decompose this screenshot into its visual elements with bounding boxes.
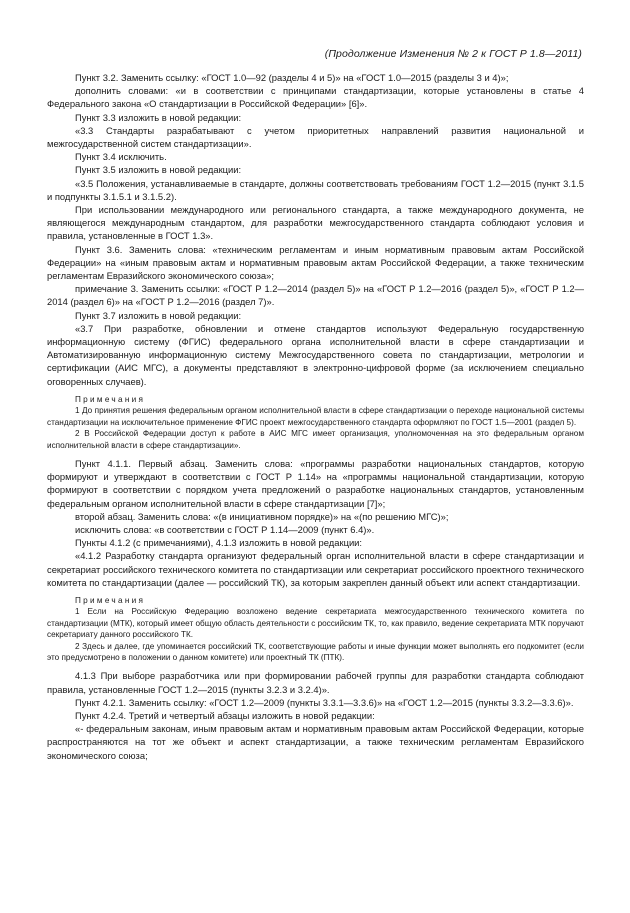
paragraph: второй абзац. Заменить слова: «(в инициативном порядке)» на «(по решению МГС)»;	[75, 510, 449, 522]
paragraph: При использовании международного или регионального стандарта, а также международного документа, не являющегося международным стандартом, для разработки межгосударственного стандарта соблюдают условия и правила, установленные в ГОСТ 1.3».	[47, 204, 584, 242]
paragraph: Пункт 3.2. Заменить ссылку: «ГОСТ 1.0—92 (разделы 4 и 5)» на «ГОСТ 1.0—2015 (разделы 3 и 4)»;	[75, 72, 509, 83]
paragraph: Пункт 4.2.1. Заменить ссылку: «ГОСТ 1.2—2009 (пункты 3.3.1—3.3.6)» на «ГОСТ 1.2—2015 (пункты 3.3.2—3.3.6)».	[75, 696, 574, 708]
paragraph: примечание 3. Заменить ссылки: «ГОСТ Р 1.2—2014 (раздел 5)» на «ГОСТ Р 1.2—2016 (раздел 5)», «ГОСТ Р 1.2—2014 (раздел 6)» на «ГОСТ Р 1.2—2016 (раздел 7)».	[47, 283, 584, 308]
running-header: (Продолжение Изменения № 2 к ГОСТ Р 1.8—2011)	[324, 48, 582, 60]
paragraph: Пункт 4.2.4. Третий и четвертый абзацы изложить в новой редакции:	[75, 709, 375, 721]
paragraph: «3.3 Стандарты разрабатывают с учетом приоритетных направлений развития национальной и межгосударственной систем стандартизации».	[47, 124, 584, 150]
paragraph: исключить слова: «в соответствии с ГОСТ Р 1.14—2009 (пункт 6.4)».	[75, 523, 375, 535]
paragraph: «- федеральным законам, иным правовым актам и нормативным правовым актам Российской Федерации, которые распространяются на тот же объект и аспект стандартизации, а также техническим регламентам Евразийского экономического союза;	[47, 723, 584, 761]
paragraph: «3.7 При разработке, обновлении и отмене стандартов используют Федеральную государственную информационную систему (ФГИС) федерального органа исполнительной власти в сфере стандартизации и Автоматизированную информационную систему Межгосударственного совета по стандартизации, метрологии и сертификации (АИС МГС), а документы представляют в электронно-цифровой форме (за исключением специально оговоренных случаев).	[47, 322, 584, 387]
paragraph: Пункт 3.3 изложить в новой редакции:	[75, 111, 242, 123]
note-item: 1 Если на Российскую Федерацию возложено ведение секретариата межгосударственного технического комитета по стандартизации (МТК), который имеет общую область деятельности с российским ТК, то, как правило, ведение секретариата МТК поручают секретариату данного российского ТК.	[47, 607, 584, 640]
document-body	[47, 71, 584, 762]
paragraph: дополнить словами: «и в соответствии с принципами стандартизации, которые установлены в статье 4 Федерального закона «О стандартизации в Российской Федерации» [6]».	[47, 85, 584, 110]
paragraph: Пункт 3.5 изложить в новой редакции:	[75, 164, 242, 176]
paragraph: Пункт 3.6. Заменить слова: «техническим регламентам и иным нормативным правовым актам Российской Федерации» на «иным правовым актам и нормативным правовым актам Российской Федерации, а также техническим регламентам Евразийского экономического союза»;	[47, 243, 584, 282]
paragraph: Пункты 4.1.2 (с примечаниями), 4.1.3 изложить в новой редакции:	[75, 537, 363, 549]
paragraph: Пункт 3.7 изложить в новой редакции:	[75, 309, 242, 321]
note-item: 2 Здесь и далее, где упоминается российский ТК, соответствующие работы и иные функции может выполнять его подкомитет (если это предусмотрено в положении о данном комитете) или проектный ТК (ПТК).	[47, 641, 584, 662]
paragraph: 4.1.3 При выборе разработчика или при формировании рабочей группы для разработки стандарта соблюдают правила, установленные ГОСТ 1.2—2015 (пункты 3.2.3 и 3.2.4)».	[47, 670, 584, 695]
note-item: 1 До принятия решения федеральным органом исполнительной власти в сфере стандартизации о переходе национальной системы стандартизации на исключительное применение ФГИС проект межгосударственного стандарта оформляют по ГОСТ 1.5—2001 (раздел 5).	[47, 406, 584, 427]
notes-heading: Примечания	[75, 595, 146, 605]
paragraph: Пункт 4.1.1. Первый абзац. Заменить слова: «программы разработки национальных стандартов, которую формируют и утверждают в соответствии с ГОСТ Р 1.14» на «программы национальной стандартизации, которую формируют в соответствии с порядком учета предложений о разработке национальных стандартов, установленным федеральным органом исполнительной власти в сфере стандартизации [7]»;	[47, 457, 584, 509]
paragraph: Пункт 3.4 исключить.	[75, 151, 167, 163]
paragraph: «4.1.2 Разработку стандарта организуют федеральный орган исполнительной власти в сфере стандартизации и секретариат российского технического комитета по стандартизации или секретариат российского проектного технического комитета по стандартизации (далее — российский ТК), за которым закреплен данный объект или аспект стандартизации.	[47, 550, 584, 588]
notes-heading: Примечания	[75, 394, 146, 404]
paragraph: «3.5 Положения, устанавливаемые в стандарте, должны соответствовать требованиям ГОСТ 1.2—2015 (пункт 3.1.5 и подпункты 3.1.5.1 и 3.1.5.2).	[47, 177, 584, 202]
note-item: 2 В Российской Федерации доступ к работе в АИС МГС имеет организация, уполномоченная на это федеральным органом исполнительной власти в сфере стандартизации».	[47, 429, 584, 450]
